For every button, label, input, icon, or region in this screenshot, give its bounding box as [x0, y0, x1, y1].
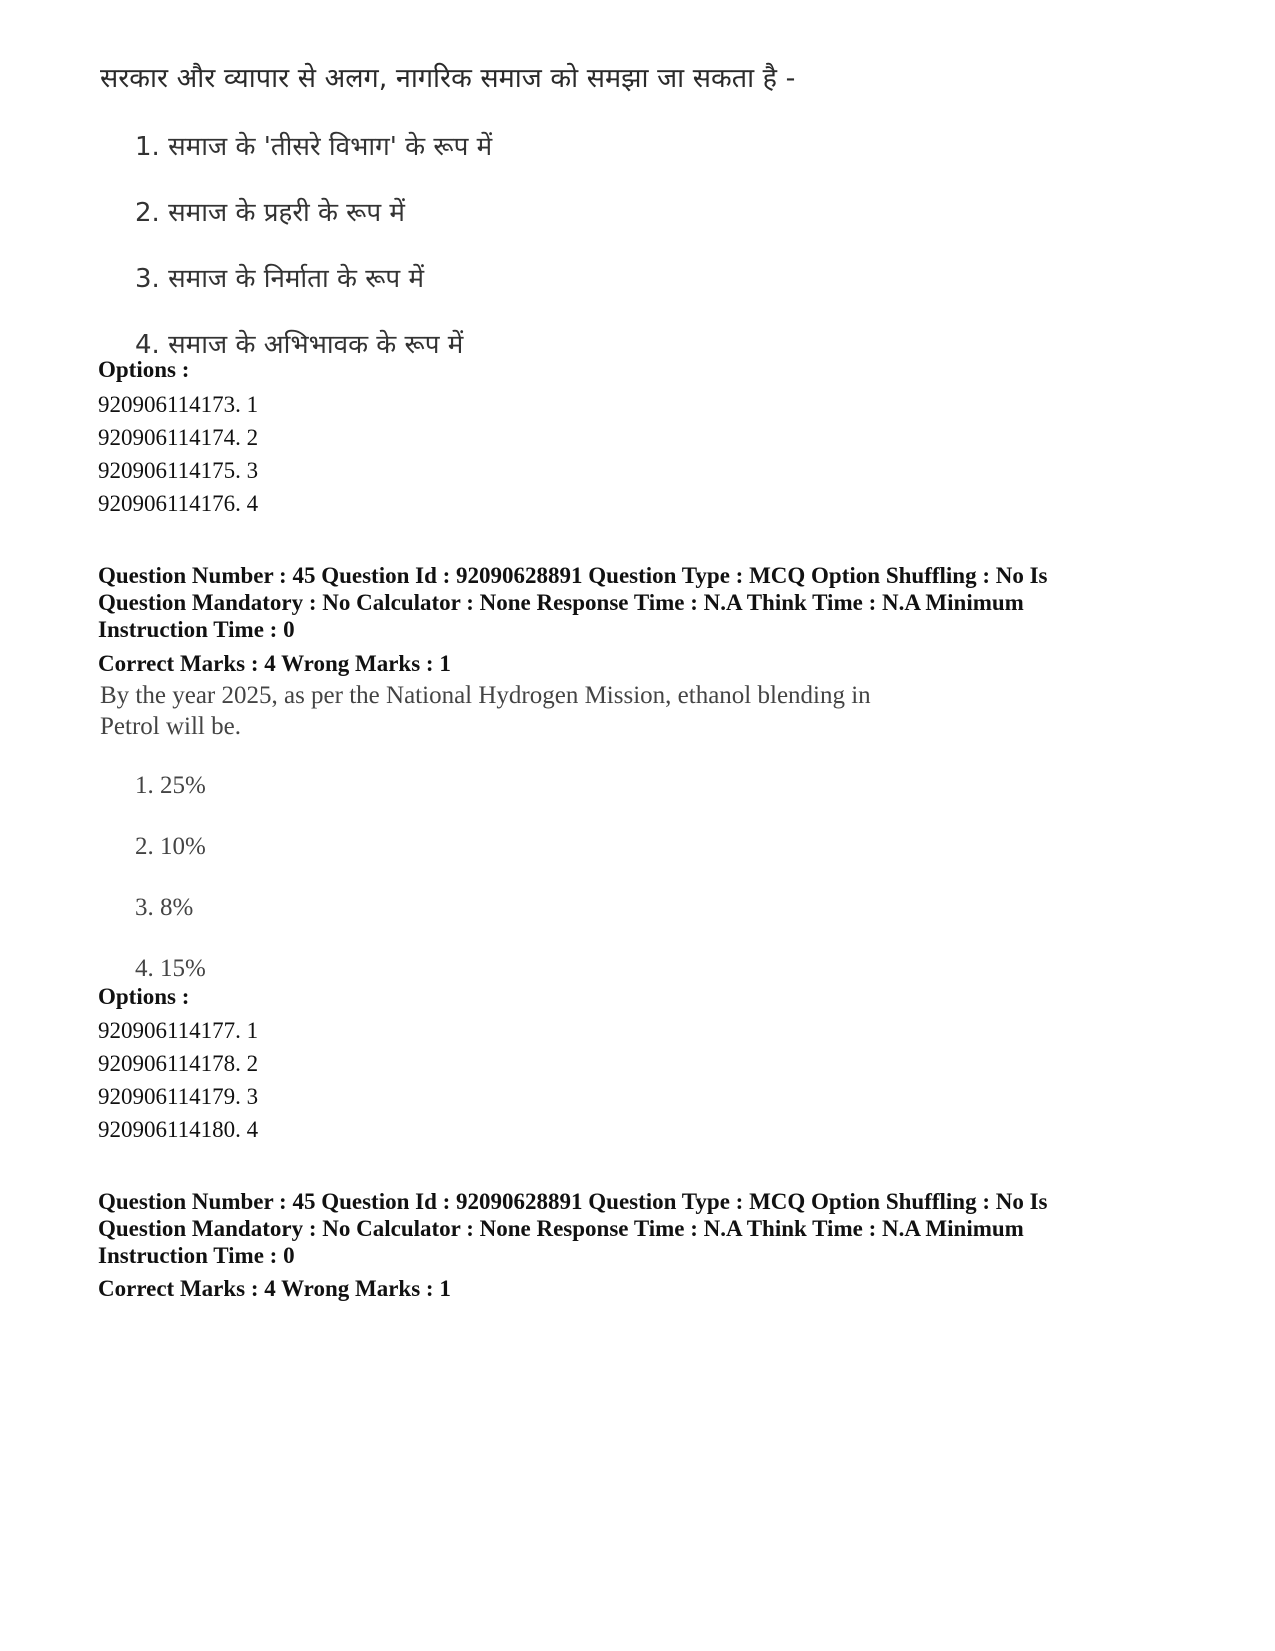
- option-code-4: 920906114176. 4: [98, 491, 259, 516]
- option-code-4: 920906114180. 4: [98, 1117, 259, 1142]
- options-label: Options :: [98, 357, 190, 382]
- choice-2: 2. समाज के प्रहरी के रूप में: [135, 198, 405, 228]
- question-stem-hindi: सरकार और व्यापार से अलग, नागरिक समाज को समझा जा सकता है -: [100, 63, 796, 94]
- choice-2: 2. 10%: [135, 833, 206, 860]
- question-meta-line2: Question Mandatory : No Calculator : None Response Time : N.A Think Time : N.A Minimum: [98, 590, 1024, 615]
- option-code-3: 920906114179. 3: [98, 1084, 259, 1109]
- question-meta-line3: Instruction Time : 0: [98, 1243, 295, 1268]
- question-meta-line3: Instruction Time : 0: [98, 617, 295, 642]
- marks-line: Correct Marks : 4 Wrong Marks : 1: [98, 1276, 451, 1301]
- option-code-1: 920906114173. 1: [98, 392, 259, 417]
- option-code-2: 920906114178. 2: [98, 1051, 259, 1076]
- choice-4: 4. 15%: [135, 955, 206, 982]
- choice-4: 4. समाज के अभिभावक के रूप में: [135, 330, 464, 360]
- question-stem-line1: By the year 2025, as per the National Hydrogen Mission, ethanol blending in: [100, 682, 871, 709]
- question-meta-line1: Question Number : 45 Question Id : 92090628891 Question Type : MCQ Option Shuffling : No Is: [98, 1189, 1048, 1214]
- option-code-2: 920906114174. 2: [98, 425, 259, 450]
- question-meta-line1: Question Number : 45 Question Id : 92090628891 Question Type : MCQ Option Shuffling : No Is: [98, 563, 1048, 588]
- marks-line: Correct Marks : 4 Wrong Marks : 1: [98, 651, 451, 676]
- question-stem-line2: Petrol will be.: [100, 713, 241, 740]
- choice-3: 3. समाज के निर्माता के रूप में: [135, 264, 424, 294]
- option-code-1: 920906114177. 1: [98, 1018, 259, 1043]
- choice-3: 3. 8%: [135, 894, 194, 921]
- choice-1: 1. 25%: [135, 772, 206, 799]
- choice-1: 1. समाज के 'तीसरे विभाग' के रूप में: [135, 132, 493, 162]
- question-meta-line2: Question Mandatory : No Calculator : None Response Time : N.A Think Time : N.A Minimum: [98, 1216, 1024, 1241]
- options-label: Options :: [98, 984, 190, 1009]
- option-code-3: 920906114175. 3: [98, 458, 259, 483]
